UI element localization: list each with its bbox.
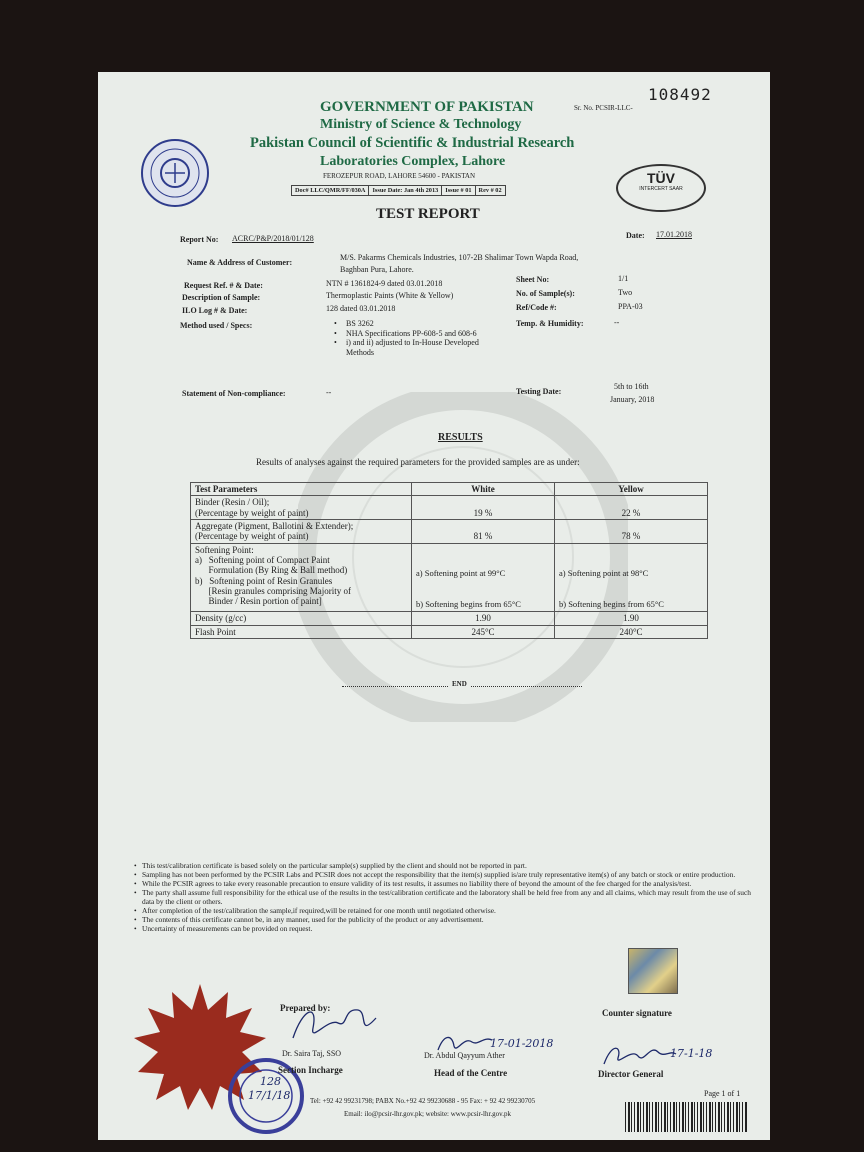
testing-date-line1: 5th to 16th [614,382,649,391]
table-row-binder [191,496,708,520]
signature-director [598,1038,678,1072]
revision-number: Rev # 02 [478,187,502,194]
doc-control-fields [291,185,506,196]
note-item: • After completion of the test/calibration the sample,if required,will be retained for one month until negotiated otherwise. [134,906,754,915]
method-item: • BS 3262 [334,319,374,328]
request-value: NTN # 1361824-9 dated 03.01.2018 [326,279,443,288]
prepared-by-label: Prepared by: [280,1003,331,1013]
temp-humidity-value: -- [614,318,620,327]
white-value: a) Softening point at 99°C b) Softening begins from 65°C [412,543,555,612]
non-compliance-value: -- [326,388,332,397]
report-no-label: Report No: [180,235,219,244]
footer-email: Email: ilo@pcsir-lhr.gov.pk; website: www.pcsir-lhr.gov.pk [344,1110,511,1118]
param-cell: Flash Point [191,625,412,638]
sample-count-label: No. of Sample(s): [516,289,575,298]
temp-humidity-label: Temp. & Humidity: [516,319,584,328]
prepared-by-title: Section Incharge [278,1065,343,1075]
testing-date-line2: January, 2018 [610,395,655,404]
doc-number: Doc# LLC/QMR/FF/030A [292,186,369,195]
method-list [334,319,514,357]
barcode-icon [625,1102,748,1132]
yellow-value: 1.90 [555,612,708,625]
end-marker: END [448,681,471,689]
prepared-by-name: Dr. Saira Taj, SSO [282,1049,342,1058]
param-cell: Density (g/cc) [191,612,412,625]
request-label: Request Ref. # & Date: [184,281,263,290]
customer-label: Name & Address of Customer: [187,258,293,267]
date-label: Date: [626,231,645,240]
testing-date-label: Testing Date: [516,387,562,396]
tuv-logo-text: TÜV [647,170,675,186]
serial-label: Sr. No. PCSIR-LLC- [574,104,633,112]
tuv-logo-icon [616,164,706,212]
disclaimer-notes [134,861,754,933]
note-item: • While the PCSIR agrees to take every reasonable precaution to ensure validity of its test results, it assumes no liability there of beyond the amount of the fee charged for the analysis/test. [134,879,754,888]
header-address: FEROZEPUR ROAD, LAHORE 54600 - PAKISTAN [323,172,476,180]
note-item: • The contents of this certificate cannot be, in any manner, used for the publicity of the product or any advertisement. [134,915,754,924]
table-row-aggregate [191,520,708,544]
white-value: 1.90 [412,612,555,625]
head-name: Dr. Abdul Qayyum Ather [424,1051,505,1060]
note-item: • Uncertainty of measurements can be provided on request. [134,924,754,933]
customer-address-line2: Baghban Pura, Lahore. [340,265,414,274]
stamp-number: 128 [260,1075,281,1088]
sample-value: Thermoplastic Paints (White & Yellow) [326,291,454,300]
param-cell: Aggregate (Pigment, Ballotini & Extender); (Percentage by weight of paint) [191,520,412,544]
table-header-row [191,483,708,496]
yellow-value: 240°C [555,625,708,638]
param-cell: Softening Point: a) Softening point of Compact Paint Formulation (By Ring & Ball method) b) Softening point of Resin Granules [Resin granules comprising Majority of Binder / Resin portion of paint] [191,543,412,612]
note-item: • The party shall assume full responsibility for the ethical use of the results in the test/calibration certificate and the laboratory shall be held free from any and all claims, which may result from the use of such data by the client or others. [134,888,754,906]
stamp-date: 17/1/18 [248,1089,291,1102]
counter-signature-label: Counter signature [602,1008,672,1018]
sample-label: Description of Sample: [182,293,261,302]
results-intro: Results of analyses against the required parameters for the provided samples are as under: [256,457,580,467]
page-number: Page 1 of 1 [704,1089,741,1098]
pcsir-logo-icon [140,138,210,208]
ref-code-value: PPA-03 [618,302,643,311]
yellow-value: 78 % [555,520,708,544]
column-header: White [412,483,555,496]
header-ministry: Ministry of Science & Technology [320,117,522,132]
report-no-value: ACRC/P&P/2018/01/128 [232,234,314,243]
date-value: 17.01.2018 [656,230,692,239]
table-row-flash-point [191,625,708,638]
param-cell: Binder (Resin / Oil); (Percentage by weight of paint) [191,496,412,520]
yellow-value: a) Softening point at 98°C b) Softening begins from 65°C [555,543,708,612]
table-row-softening [191,543,708,612]
signature-saira-taj [288,998,378,1048]
ref-code-label: Ref/Code #: [516,303,557,312]
header-government: GOVERNMENT OF PAKISTAN [320,99,534,115]
hologram-seal-icon [628,948,678,994]
method-item: • i) and ii) adjusted to In-House Developed Methods [334,338,479,357]
customer-address-line1: M/S. Pakarms Chemicals Industries, 107-2B Shalimar Town Wapda Road, [340,253,579,262]
head-title: Head of the Centre [434,1068,508,1078]
white-value: 81 % [412,520,555,544]
sample-count-value: Two [618,288,633,297]
test-report-document [98,72,770,1140]
issue-number: Issue # 01 [442,186,475,195]
white-value: 245°C [412,625,555,638]
tuv-logo-subtext: INTERCERT SAAR [639,186,683,192]
head-signature-date: 17-01-2018 [490,1037,554,1050]
table-row-density [191,612,708,625]
director-title: Director General [598,1069,664,1079]
column-header: Yellow [555,483,708,496]
page-title: TEST REPORT [376,206,480,222]
non-compliance-label: Statement of Non-compliance: [182,389,286,398]
header-council: Pakistan Council of Scientific & Industrial Research [250,135,575,151]
sheet-value: 1/1 [618,274,629,283]
sheet-label: Sheet No: [516,275,550,284]
issue-date: Issue Date: Jan 4th 2013 [369,186,442,195]
footer-contact: Tel: +92 42 99231798; PABX No.+92 42 99230688 - 95 Fax: + 92 42 99230705 [310,1097,536,1105]
column-header: Test Parameters [191,483,412,496]
results-table [190,482,708,639]
method-item: • NHA Specifications PP-608-5 and 608-6 [334,328,477,338]
note-item: • Sampling has not been performed by the PCSIR Labs and PCSIR does not accept the responsibility that the item(s) supplied is/are truly representative item(s) of any batch or stock or entire production. [134,870,754,879]
white-value: 19 % [412,496,555,520]
note-item: • This test/calibration certificate is based solely on the particular sample(s) supplied by the client and should not be reported in part. [134,861,754,870]
serial-number: 108492 [648,85,712,104]
results-heading: RESULTS [438,432,483,443]
ilo-value: 128 dated 03.01.2018 [326,304,396,313]
yellow-value: 22 % [555,496,708,520]
ilo-label: ILO Log # & Date: [182,306,248,315]
director-signature-date: 17-1-18 [670,1047,713,1060]
header-lab: Laboratories Complex, Lahore [320,154,506,169]
method-label: Method used / Specs: [180,321,253,330]
